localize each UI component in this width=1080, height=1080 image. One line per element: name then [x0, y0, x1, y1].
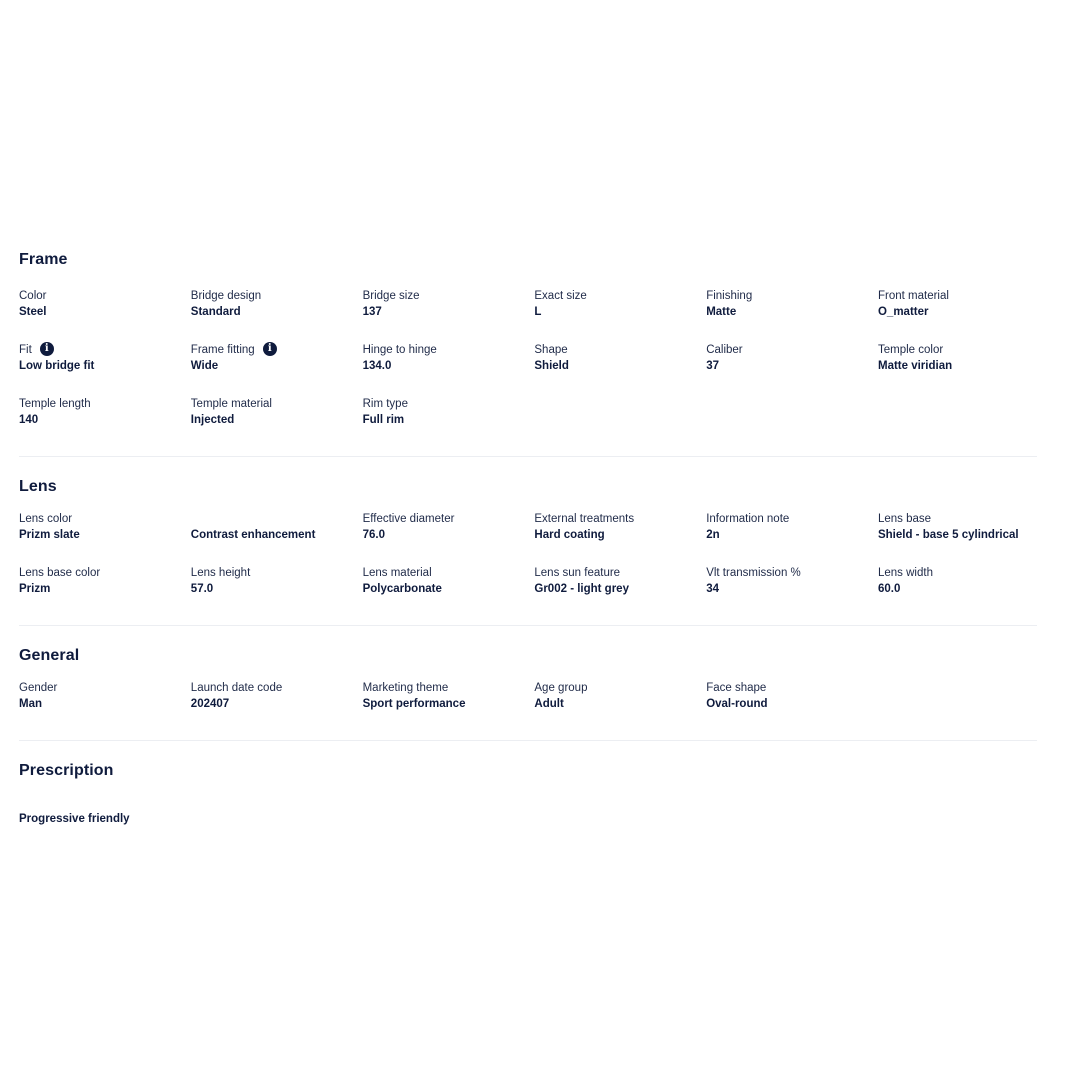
- spec-label-text: Shape: [534, 344, 568, 356]
- spec-value: Wide: [190, 360, 219, 372]
- spec-item: [706, 511, 878, 550]
- spec-label-text: Color: [19, 290, 47, 302]
- spec-value: Low bridge fit: [19, 360, 95, 372]
- spec-item: [878, 565, 1050, 604]
- spec-item: [19, 511, 191, 550]
- spec-label-text: Frame fitting: [190, 344, 255, 356]
- spec-label: [706, 565, 878, 581]
- spec-item: [19, 342, 191, 381]
- spec-value: Standard: [190, 306, 241, 318]
- spec-label-text: Temple length: [19, 398, 91, 410]
- lens-grid: [19, 511, 1037, 604]
- spec-item: [363, 565, 535, 604]
- frame-grid: [19, 288, 1037, 435]
- spec-label: [363, 565, 535, 581]
- spec-value: 57.0: [190, 583, 214, 595]
- spec-label: [19, 342, 191, 358]
- info-icon[interactable]: i: [40, 342, 54, 356]
- spec-item: [19, 680, 191, 719]
- spec-label: [363, 680, 535, 696]
- spec-label: [878, 288, 1050, 304]
- spec-value: Hard coating: [534, 529, 605, 541]
- spec-value: Shield - base 5 cylindrical: [877, 529, 1019, 541]
- spec-label-text: Gender: [19, 682, 58, 694]
- spec-label-text: Finishing: [706, 290, 753, 302]
- spec-item: [191, 511, 363, 550]
- spec-label: [191, 511, 363, 527]
- spec-label: [534, 288, 706, 304]
- spec-label-text: Exact size: [534, 290, 587, 302]
- spec-value: Matte: [706, 306, 737, 318]
- spec-label-text: Rim type: [362, 398, 408, 410]
- spec-item: [19, 565, 191, 604]
- spec-item: [363, 396, 535, 435]
- spec-label-text: Front material: [877, 290, 949, 302]
- spec-label-text: Lens base: [877, 513, 932, 525]
- spec-label-text: Age group: [534, 682, 588, 694]
- spec-value: Gr002 - light grey: [534, 583, 629, 595]
- spec-item: [534, 342, 706, 381]
- spec-item: [878, 288, 1050, 327]
- spec-label-text: Face shape: [706, 682, 767, 694]
- spec-value: Oval-round: [706, 698, 768, 710]
- spec-label-text: Vlt transmission %: [706, 567, 801, 579]
- spec-item: [534, 565, 706, 604]
- spec-label-text: Lens sun feature: [534, 567, 621, 579]
- spec-value: Injected: [190, 414, 235, 426]
- spec-item: [534, 288, 706, 327]
- spec-label: [191, 288, 363, 304]
- spec-label: [19, 396, 191, 412]
- spec-label: [878, 565, 1050, 581]
- spec-item: [534, 680, 706, 719]
- spec-item: [363, 680, 535, 719]
- spec-label-text: Caliber: [706, 344, 743, 356]
- spec-label-text: Lens material: [362, 567, 432, 579]
- row-spacer: [19, 550, 1050, 565]
- spec-label: [706, 511, 878, 527]
- spec-label: [878, 511, 1050, 527]
- spec-label: [363, 288, 535, 304]
- spec-label-text: Launch date code: [190, 682, 283, 694]
- spec-label: [191, 680, 363, 696]
- spec-value: Sport performance: [362, 698, 466, 710]
- info-icon[interactable]: i: [263, 342, 277, 356]
- spec-value: Prizm: [19, 583, 51, 595]
- spec-item: [19, 396, 191, 435]
- spec-label: [363, 511, 535, 527]
- spec-value: Shield: [534, 360, 569, 372]
- spec-label-text: Lens height: [190, 567, 251, 579]
- spec-value: O_matter: [877, 306, 929, 318]
- section-title-general: General: [19, 647, 80, 664]
- spec-label: [19, 795, 191, 811]
- spec-item: [363, 511, 535, 550]
- spec-label: [534, 342, 706, 358]
- spec-item: [878, 511, 1050, 550]
- spec-item: [878, 342, 1050, 381]
- spec-label: [191, 342, 363, 358]
- spec-value: 140: [19, 414, 39, 426]
- spec-label-text: Bridge design: [190, 290, 262, 302]
- spec-label: [191, 396, 363, 412]
- spec-value: Prizm slate: [19, 529, 80, 541]
- spec-label: [706, 680, 878, 696]
- spec-item: [363, 342, 535, 381]
- spec-item: [191, 565, 363, 604]
- spec-label: [19, 680, 191, 696]
- spec-label-text: External treatments: [534, 513, 635, 525]
- spec-value: Adult: [534, 698, 564, 710]
- spec-value: L: [534, 306, 542, 318]
- spec-label: [534, 565, 706, 581]
- spec-value: 134.0: [362, 360, 392, 372]
- spec-label-text: Marketing theme: [362, 682, 449, 694]
- spec-label-text: Lens color: [19, 513, 73, 525]
- spec-value: 76.0: [362, 529, 385, 541]
- row-spacer: [19, 381, 1050, 396]
- spec-value: Full rim: [362, 414, 405, 426]
- section-title-frame: Frame: [19, 251, 68, 268]
- section-frame: [19, 248, 1037, 457]
- spec-item: [706, 565, 878, 604]
- spec-value: 2n: [706, 529, 720, 541]
- section-general: [19, 626, 1037, 741]
- spec-item: [363, 288, 535, 327]
- spec-item: [19, 795, 191, 834]
- spec-label: [19, 288, 191, 304]
- spec-item: [706, 680, 878, 719]
- spec-item: [534, 511, 706, 550]
- spec-item: [19, 288, 191, 327]
- spec-value: Matte viridian: [877, 360, 953, 372]
- spec-label: [534, 680, 706, 696]
- spec-label: [19, 565, 191, 581]
- spec-item: [706, 342, 878, 381]
- spec-label: [878, 342, 1050, 358]
- spec-label: [19, 511, 191, 527]
- section-prescription: [19, 741, 1037, 834]
- spec-label: [534, 511, 706, 527]
- spec-label-text: Temple color: [877, 344, 944, 356]
- spec-label-text: Lens width: [877, 567, 933, 579]
- general-grid: [19, 680, 1037, 719]
- spec-value: 202407: [190, 698, 230, 710]
- spec-value: 34: [706, 583, 719, 595]
- spec-value: Man: [19, 698, 42, 710]
- spec-value: Polycarbonate: [362, 583, 442, 595]
- spec-item: [191, 396, 363, 435]
- spec-label-text: Temple material: [190, 398, 272, 410]
- product-specifications: [19, 248, 1037, 834]
- spec-label-text: Information note: [706, 513, 790, 525]
- row-spacer: [19, 327, 1050, 342]
- spec-label-text: Fit: [19, 344, 32, 356]
- spec-label-text: Effective diameter: [362, 513, 455, 525]
- spec-value: Contrast enhancement: [190, 529, 316, 541]
- spec-label-text: Hinge to hinge: [362, 344, 437, 356]
- spec-label: [706, 288, 878, 304]
- spec-item: [191, 288, 363, 327]
- section-title-lens: Lens: [19, 478, 57, 495]
- spec-value: 60.0: [877, 583, 901, 595]
- spec-label: [363, 396, 535, 412]
- section-title-prescription: Prescription: [19, 762, 114, 779]
- spec-item: [706, 288, 878, 327]
- spec-item: [191, 342, 363, 381]
- spec-value: Progressive friendly: [19, 813, 130, 825]
- section-lens: [19, 457, 1037, 626]
- spec-value: Steel: [19, 306, 47, 318]
- spec-value: 37: [706, 360, 719, 372]
- prescription-grid: [19, 795, 1037, 834]
- spec-label: [706, 342, 878, 358]
- spec-label: [191, 565, 363, 581]
- spec-label: [363, 342, 535, 358]
- spec-value: 137: [362, 306, 382, 318]
- spec-label-text: Bridge size: [362, 290, 420, 302]
- spec-label-text: Lens base color: [19, 567, 101, 579]
- spec-item: [191, 680, 363, 719]
